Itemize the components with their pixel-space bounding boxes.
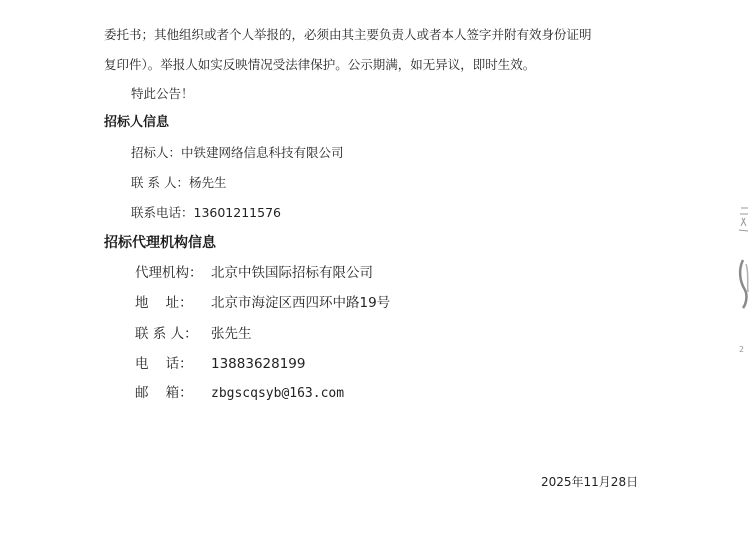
announcement-text: 特此公告！	[131, 86, 194, 101]
tenderer-contact: 联 系 人：杨先生	[131, 175, 227, 190]
agency-contact-label: 联 系 人：	[135, 326, 198, 342]
agency-contact-row	[135, 325, 252, 343]
agency-contact-value: 张先生	[211, 326, 252, 342]
notice-paragraph-line-1: 委托书；其他组织或者个人举报的，必须由其主要负责人或者本人签字并附有效身份证明	[104, 27, 592, 42]
agency-heading: 招标代理机构信息	[104, 235, 216, 251]
tenderer-phone: 联系电话：13601211576	[131, 205, 281, 220]
agency-address-row	[135, 294, 390, 312]
notice-paragraph-line-2: 复印件）。举报人如实反映情况受法律保护。公示期满，如无异议，即时生效。	[104, 57, 536, 72]
agency-email-label: 邮 箱：	[135, 385, 193, 401]
agency-name-value: 北京中铁国际招标有限公司	[211, 265, 373, 281]
tenderer-name: 招标人：中铁建网络信息科技有限公司	[131, 145, 344, 160]
agency-phone-value: 13883628199	[211, 356, 306, 372]
agency-phone-row	[135, 355, 305, 373]
publish-date: 2025年11月28日	[541, 475, 639, 489]
agency-phone-label: 电 话：	[135, 356, 193, 372]
tenderer-heading: 招标人信息	[104, 115, 170, 130]
agency-name-row	[135, 264, 373, 282]
agency-address-label: 地 址：	[135, 295, 193, 311]
agency-address-value: 北京市海淀区西四环中路19号	[211, 295, 391, 311]
svg-text:2: 2	[739, 345, 745, 354]
agency-name-label: 代理机构：	[135, 265, 203, 281]
agency-email-row	[135, 384, 344, 403]
partial-seal-edge	[737, 200, 749, 370]
agency-email-value: zbgscqsyb@163.com	[211, 386, 345, 401]
